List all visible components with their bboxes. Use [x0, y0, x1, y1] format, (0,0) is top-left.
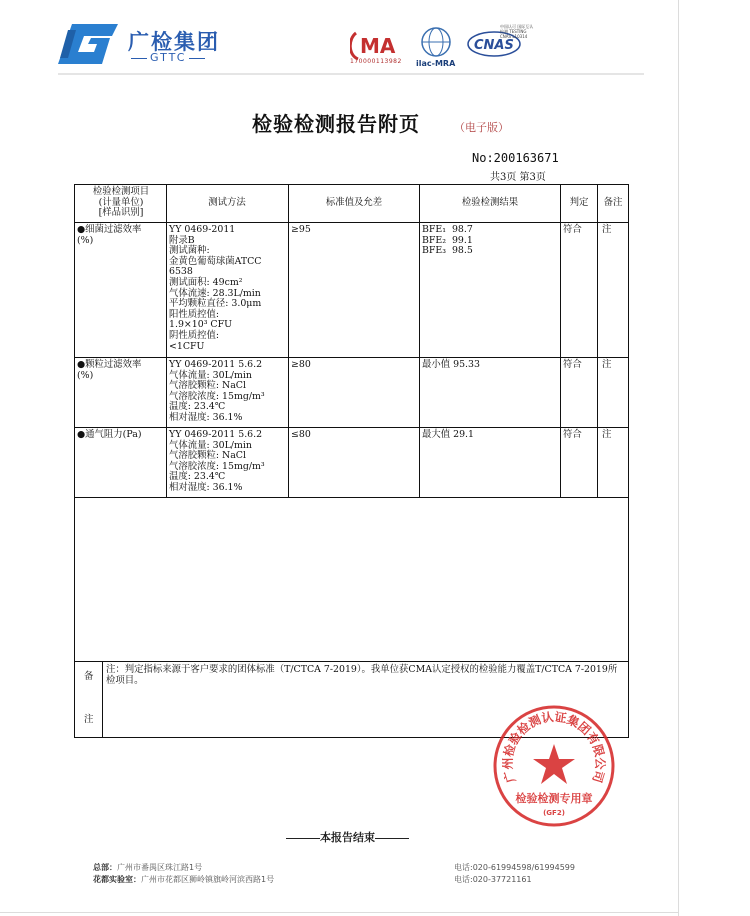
- note-label-bottom: 注: [84, 714, 94, 725]
- hq-address: 广州市番禺区珠江路1号: [117, 863, 203, 872]
- svg-text:广州检验检测认证集团有限公司: 广州检验检测认证集团有限公司: [500, 709, 608, 785]
- gttc-logo-icon: [58, 24, 118, 64]
- note-text: 注：判定指标来源于客户要求的团体标准（T/CTCA 7-2019）。我单位获CMA认定授权的检验能力覆盖T/CTCA 7-2019所检项目。: [106, 664, 618, 686]
- table-row-item: ●颗粒过滤效率 (%): [77, 359, 142, 381]
- svg-text:MA: MA: [360, 34, 396, 58]
- svg-text:检验检测专用章: 检验检测专用章: [515, 792, 593, 805]
- table-row-item: ●细菌过滤效率 (%): [77, 224, 142, 246]
- table-row-item: ●通气阻力(Pa): [77, 429, 142, 440]
- header-remark: 备注: [603, 197, 623, 208]
- note-label-top: 备: [84, 671, 94, 682]
- table-row-result: 最小值 95.33: [422, 359, 480, 370]
- edition-label: （电子版）: [454, 121, 509, 134]
- table-row-standard: ≥95: [291, 224, 311, 235]
- official-seal-icon: [492, 704, 616, 828]
- ilac-mra-icon: [414, 24, 462, 68]
- table-row-remark: 注: [602, 224, 612, 235]
- results-table: [74, 184, 629, 738]
- table-row-result: 最大值 29.1: [422, 429, 474, 440]
- footer-addresses: [93, 862, 274, 886]
- table-row-remark: 注: [602, 429, 612, 440]
- company-name: 广检集团: [128, 30, 220, 54]
- header-judgment: 判定: [569, 197, 589, 208]
- svg-text:(GF2): (GF2): [543, 809, 565, 817]
- table-row-method: YY 0469-2011 附录B 测试菌种: 金黄色葡萄球菌ATCC 6538 测试面积: 49cm² 气体流速: 28.3L/min 平均颗粒直径: 3.0μm 阳性质控值: 1.9×10³ CFU 阴性质控值: <1CFU: [169, 224, 262, 352]
- report-header: [58, 20, 638, 70]
- table-row-judgment: 符合: [563, 429, 582, 440]
- lab-address: 广州市花都区狮岭镇旗岭河滨西路1号: [141, 875, 275, 884]
- table-row-judgment: 符合: [563, 224, 582, 235]
- table-row-judgment: 符合: [563, 359, 582, 370]
- table-row-standard: ≥80: [291, 359, 311, 370]
- page-edge-bottom: [0, 912, 678, 913]
- header-item: 检验检测项目 (计量单位) [样品识别]: [92, 186, 150, 219]
- table-row-result: BFE₁ 98.7 BFE₂ 99.1 BFE₃ 98.5: [422, 224, 473, 257]
- table-row-remark: 注: [602, 359, 612, 370]
- report-end-marker: 本报告结束: [286, 829, 409, 845]
- phone-text: 电话:020-61994598/61994599: [454, 863, 575, 872]
- header-result: 检验检测结果: [461, 197, 519, 208]
- company-abbr: GTTC: [128, 51, 208, 64]
- fax-text: 电话:020-37721161: [454, 875, 532, 884]
- header-divider: [58, 73, 644, 75]
- cma-number: 170000113982: [350, 58, 402, 65]
- page-title: 检验检测报告附页: [252, 112, 420, 136]
- report-number: No:200163671: [472, 151, 559, 165]
- page-edge-right: [678, 0, 679, 916]
- header-standard: 标准值及允差: [325, 197, 383, 208]
- cnas-side-text: 中国认可 国际互认 检测 TESTING CNAS L10314: [500, 24, 534, 39]
- lab-label: 花都实验室：: [93, 875, 141, 884]
- hq-label: 总部：: [93, 863, 117, 872]
- footer-contacts: [454, 862, 575, 886]
- page-count: 共3页 第3页: [490, 172, 546, 183]
- svg-text:ilac-MRA: ilac-MRA: [416, 59, 456, 68]
- header-method: 测试方法: [208, 197, 246, 208]
- svg-text:CNAS: CNAS: [474, 38, 514, 53]
- table-row-method: YY 0469-2011 5.6.2 气体流量: 30L/min 气溶胶颗粒: NaCl 气溶胶浓度: 15mg/m³ 温度: 23.4℃ 相对湿度: 36.1%: [169, 359, 265, 423]
- table-row-standard: ≤80: [291, 429, 311, 440]
- table-row-method: YY 0469-2011 5.6.2 气体流量: 30L/min 气溶胶颗粒: NaCl 气溶胶浓度: 15mg/m³ 温度: 23.4℃ 相对湿度: 36.1%: [169, 429, 265, 493]
